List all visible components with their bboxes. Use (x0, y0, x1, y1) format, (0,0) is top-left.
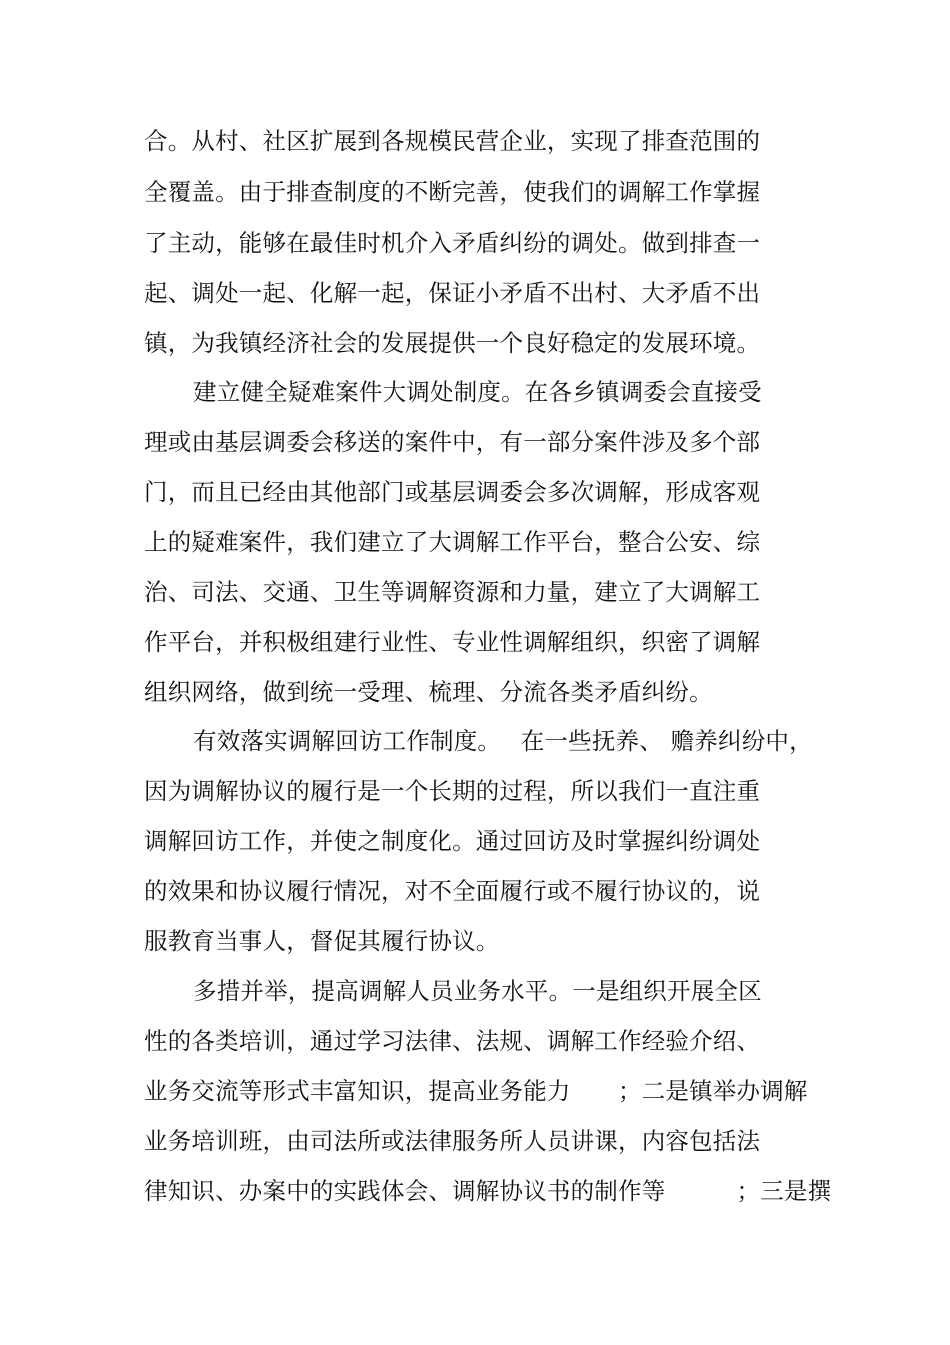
text-line: 全覆盖。由于排查制度的不断完善，使我们的调解工作掌握 (144, 178, 761, 206)
text-line: 上的疑难案件，我们建立了大调解工作平台，整合公安、综 (144, 528, 761, 556)
text-line: 律知识、办案中的实践体会、调解协议书的制作等 ；三是撰 (144, 1177, 832, 1205)
text-line: 组织网络，做到统一受理、梳理、分流各类矛盾纠纷。 (144, 678, 713, 706)
text-line: 作平台，并积极组建行业性、专业性调解组织，织密了调解 (144, 628, 761, 656)
text-line: 门，而且已经由其他部门或基层调委会多次调解，形成客观 (144, 478, 761, 506)
text-line: 起、调处一起、化解一起，保证小矛盾不出村、大矛盾不出 (144, 279, 761, 307)
text-line: 业务交流等形式丰富知识，提高业务能力 ；二是镇举办调解 (144, 1077, 808, 1105)
text-line: 业务培训班，由司法所或法律服务所人员讲课，内容包括法 (144, 1127, 761, 1155)
text-line: 镇，为我镇经济社会的发展提供一个良好稳定的发展环境。 (144, 329, 761, 357)
paragraph-start-line: 有效落实调解回访工作制度。 在一些抚养、 赡养纠纷中， (193, 727, 813, 755)
text-line: 理或由基层调委会移送的案件中，有一部分案件涉及多个部 (144, 428, 761, 456)
paragraph-start-line: 多措并举，提高调解人员业务水平。一是组织开展全区 (193, 977, 762, 1005)
text-line: 性的各类培训，通过学习法律、法规、调解工作经验介绍、 (144, 1027, 761, 1055)
text-line: 因为调解协议的履行是一个长期的过程，所以我们一直注重 (144, 777, 761, 805)
text-line: 的效果和协议履行情况，对不全面履行或不履行协议的，说 (144, 877, 761, 905)
paragraph-start-line: 建立健全疑难案件大调处制度。在各乡镇调委会直接受 (193, 378, 762, 406)
text-line: 调解回访工作，并使之制度化。通过回访及时掌握纠纷调处 (144, 827, 761, 855)
text-line: 治、司法、交通、卫生等调解资源和力量，建立了大调解工 (144, 578, 761, 606)
text-line: 服教育当事人，督促其履行协议。 (144, 927, 500, 955)
text-line: 合。从村、社区扩展到各规模民营企业，实现了排查范围的 (144, 127, 761, 155)
text-line: 了主动，能够在最佳时机介入矛盾纠纷的调处。做到排查一 (144, 229, 761, 257)
